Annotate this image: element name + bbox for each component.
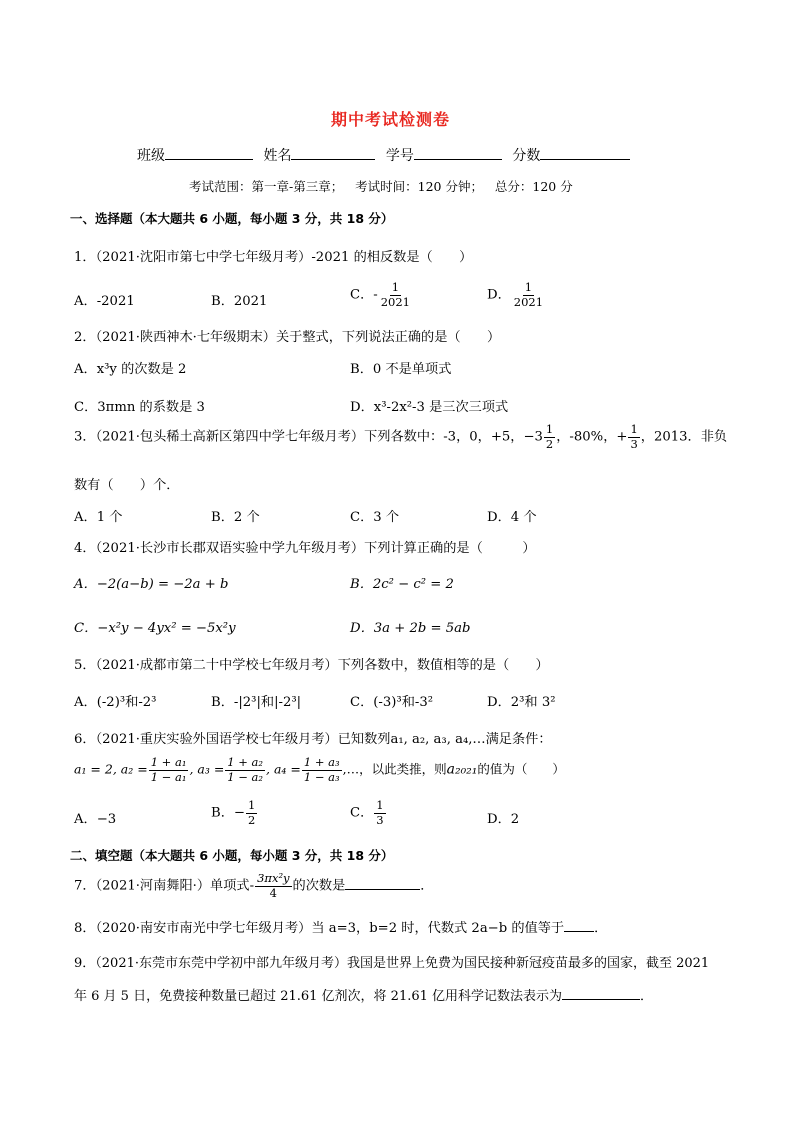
q1-option-d-label: D． [487, 287, 511, 303]
q3-stem-line2: 数有（ ）个． [74, 478, 180, 493]
page-title: 期中考试检测卷 [331, 110, 451, 129]
q9-stem-line2-text: 年 6 月 5 日，免费接种数量已超过 21.61 亿剂次，将 21.61 亿用科学记数法表示为 [74, 989, 563, 1004]
q8-stem-a: 8．（2020·南安市南光中学七年级月考）当 a=3，b=2 时，代数式 2a−b 的值等于 [74, 921, 565, 936]
q4-stem: 4．（2021·长沙市长郡双语实验中学九年级月考）下列计算正确的是（ ） [74, 541, 536, 556]
q7-fraction: $\frac{\text{3πx²y}}{4}$ [257, 871, 290, 900]
q1-option-c[interactable] [350, 282, 413, 308]
q3-stem [74, 424, 727, 450]
q1-option-d-fraction: $\frac{1}{2021}$ [513, 280, 544, 309]
q1-option-d[interactable] [487, 282, 546, 308]
q3-stem-a: 3．（2021·包头稀土高新区第四中学七年级月考）下列各数中：-3，0，+5，−3 [74, 429, 543, 445]
q1-option-c-label: C．- [350, 287, 378, 303]
name-label: 姓名 [263, 148, 292, 164]
q6-target-term: a₂₀₂₁ [446, 761, 478, 778]
q3-option-d[interactable]: D．4 个 [487, 510, 537, 525]
q9-answer-blank[interactable] [562, 985, 640, 1000]
q6-option-b[interactable] [211, 800, 258, 826]
q6-seq-a3: , a₃ = [189, 761, 225, 777]
q3-fraction-third: $\frac{1}{3}$ [630, 422, 638, 451]
q6-option-a[interactable]: A．−3 [74, 812, 117, 827]
q7-stem-end: ． [420, 878, 434, 894]
q6-seq-a1: a₁ = 2, a₂ = [74, 761, 148, 777]
q6-option-c[interactable] [350, 800, 387, 826]
score-field[interactable] [540, 145, 630, 160]
q7-stem-b: 的次数是 [292, 878, 346, 894]
q3-option-b[interactable]: B．2 个 [211, 510, 260, 525]
section-fill-heading: 二、填空题（本大题共 6 小题，每小题 3 分，共 18 分） [70, 848, 394, 863]
class-label: 班级 [137, 148, 165, 164]
q6-sequence [74, 757, 565, 783]
exam-meta: 考试范围：第一章-第三章； 考试时间：120 分钟； 总分：120 分 [189, 179, 573, 194]
class-field[interactable] [165, 145, 253, 160]
q7-stem-a: 7．（2021·河南舞阳·）单项式- [74, 878, 255, 894]
q3-stem-c: ，2013．非负 [640, 429, 728, 445]
q6-seq-end: 的值为（ ） [477, 761, 565, 777]
student-id-field[interactable] [414, 145, 502, 160]
q5-option-a[interactable]: A．(-2)³和-2³ [74, 695, 157, 710]
q6-option-c-fraction: $\frac{1}{3}$ [376, 798, 384, 827]
q2-option-d[interactable]: D．x³-2x²-3 是三次三项式 [350, 400, 509, 415]
q5-stem: 5．（2021·成都市第二十中学校七年级月考）下列各数中，数值相等的是（ ） [74, 658, 549, 673]
q8-stem-end: ． [594, 921, 608, 936]
q6-fraction-a4: $\frac{\text{1 + a₃}}{\text{1 − a₃}}$ [303, 755, 340, 784]
q1-option-a[interactable]: A．-2021 [74, 294, 135, 309]
q3-option-a[interactable]: A．1 个 [74, 510, 123, 525]
q2-option-a[interactable]: A．x³y 的次数是 2 [74, 362, 187, 377]
student-info-line [137, 145, 630, 165]
q6-seq-a4: , a₄ = [266, 761, 301, 777]
q6-option-b-fraction: $\frac{1}{2}$ [247, 798, 256, 827]
q3-fraction-half: $\frac{1}{2}$ [545, 422, 554, 451]
q4-option-a[interactable]: A．−2(a−b) = −2a + b [74, 577, 229, 592]
score-label: 分数 [512, 148, 541, 164]
q3-option-c[interactable]: C．3 个 [350, 510, 400, 525]
q1-stem: 1．（2021·沈阳市第七中学七年级月考）-2021 的相反数是（ ） [74, 250, 473, 265]
q7-stem [74, 873, 433, 899]
q2-stem: 2．（2021·陕西神木·七年级期末）关于整式，下列说法正确的是（ ） [74, 330, 501, 345]
q1-option-c-fraction: $\frac{1}{2021}$ [380, 280, 411, 309]
student-id-label: 学号 [385, 148, 414, 164]
q3-stem-b: ，-80%，+ [556, 429, 628, 445]
q5-option-b[interactable]: B．-|2³|和|-2³| [211, 695, 302, 710]
q4-option-c[interactable]: C．−x²y − 4yx² = −5x²y [74, 621, 236, 636]
q6-fraction-a2: $\frac{\text{1 + a₁}}{\text{1 − a₁}}$ [150, 755, 187, 784]
q4-option-b[interactable]: B．2c² − c² = 2 [350, 577, 454, 592]
q2-option-b[interactable]: B．0 不是单项式 [350, 362, 452, 377]
q9-stem-line1: 9．（2021·东莞市东莞中学初中部九年级月考）我国是世界上免费为国民接种新冠疫苗最多的国家，截至 2021 [74, 956, 710, 971]
q6-fraction-a3: $\frac{\text{1 + a₂}}{\text{1 − a₂}}$ [227, 755, 264, 784]
q8-answer-blank[interactable] [564, 917, 594, 932]
q6-option-b-label: B．− [211, 805, 245, 821]
q6-stem: 6．（2021·重庆实验外国语学校七年级月考）已知数列a₁, a₂, a₃, a₄,…满足条件： [74, 732, 552, 747]
q1-option-b[interactable]: B．2021 [211, 294, 268, 309]
q4-option-d[interactable]: D．3a + 2b = 5ab [350, 621, 471, 636]
q8-stem [74, 917, 607, 936]
q6-seq-tail: ,…，以此类推，则 [342, 761, 447, 777]
q9-stem-end: ． [640, 989, 654, 1004]
section-choice-heading: 一、选择题（本大题共 6 小题，每小题 3 分，共 18 分） [70, 211, 394, 226]
q9-stem-line2 [74, 985, 653, 1004]
q7-answer-blank[interactable] [345, 875, 420, 890]
q5-option-d[interactable]: D．2³和 3² [487, 695, 556, 710]
q2-option-c[interactable]: C．3πmn 的系数是 3 [74, 400, 205, 415]
q6-option-c-label: C． [350, 805, 374, 821]
q6-option-d[interactable]: D．2 [487, 812, 520, 827]
name-field[interactable] [291, 145, 375, 160]
q5-option-c[interactable]: C．(-3)³和-3² [350, 695, 434, 710]
